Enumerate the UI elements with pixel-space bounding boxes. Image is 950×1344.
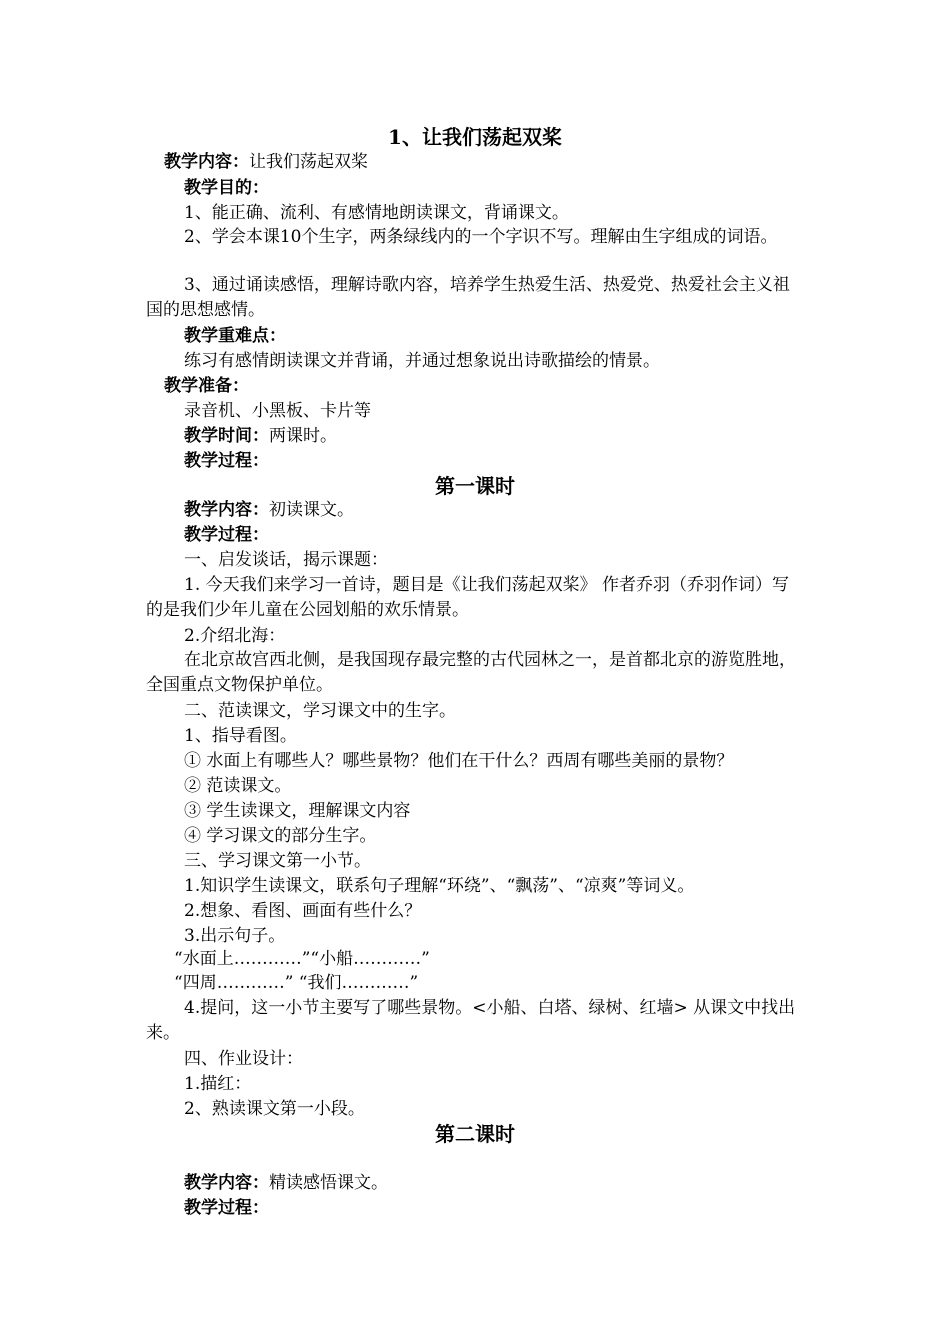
teaching-content-label: 教学内容： (164, 152, 249, 172)
document-title: 1、让我们荡起双桨 (388, 125, 562, 149)
lesson-1-content-label: 教学内容： (184, 500, 269, 520)
lesson-1-process-label: 教学过程： (184, 525, 269, 545)
teaching-content-value: 让我们荡起双桨 (249, 152, 368, 172)
teaching-time-line (0, 425, 950, 447)
lesson-1-content-line (0, 499, 950, 521)
lesson-2-process-label: 教学过程： (184, 1198, 269, 1218)
section-2-heading: 二、范读课文，学习课文中的生字。 (184, 701, 456, 721)
goal-2: 2、学会本课10个生字，两条绿线内的一个字识不写。理解由生字组成的词语。 (184, 227, 778, 247)
section-1-item-2: 2.介绍北海： (184, 626, 286, 646)
section-2-sub-a: ① 水面上有哪些人？哪些景物？他们在干什么？西周有哪些美丽的景物？ (184, 751, 734, 771)
goal-3: 3、通过诵读感悟，理解诗歌内容，培养学生热爱生活、热爱党、热爱社会主义祖国的思想感情。 (146, 275, 790, 320)
section-1-item-1: 1. 今天我们来学习一首诗，题目是《让我们荡起双桨》 作者乔羽（乔羽作词）写的是我们少年儿童在公园划船的欢乐情景。 (146, 575, 790, 620)
teaching-time-label: 教学时间： (184, 426, 269, 446)
teaching-process-label: 教学过程： (184, 451, 269, 471)
sentence-prompt-2: “四周…………” “我们…………” (174, 973, 419, 993)
section-2-sub-d: ④ 学习课文的部分生字。 (184, 826, 377, 846)
teaching-time-value: 两课时。 (269, 426, 337, 446)
beihai-description: 在北京故宫西北侧，是我国现存最完整的古代园林之一，是首都北京的游览胜地，全国重点文物保护单位。 (146, 650, 796, 695)
section-1-heading: 一、启发谈话，揭示课题： (184, 550, 388, 570)
lesson-2-content-line (0, 1172, 950, 1194)
section-3-item-1: 1.知识学生读课文，联系句子理解“环绕”、“飘荡”、“凉爽”等词义。 (184, 876, 695, 896)
section-2-item-1: 1、指导看图。 (184, 726, 297, 746)
teaching-content-line (0, 151, 950, 173)
lesson-2-content-label: 教学内容： (184, 1173, 269, 1193)
section-2-sub-c: ③ 学生读课文，理解课文内容 (184, 801, 411, 821)
key-points-value: 练习有感情朗读课文并背诵，并通过想象说出诗歌描绘的情景。 (184, 351, 660, 371)
sentence-prompt-1: “水面上…………”“小船…………” (174, 949, 430, 969)
goal-1: 1、能正确、流利、有感情地朗读课文，背诵课文。 (184, 203, 569, 223)
lesson-1-content-value: 初读课文。 (269, 500, 354, 520)
section-3-item-2: 2.想象、看图、画面有些什么？ (184, 901, 422, 921)
section-4-item-2: 2、熟读课文第一小段。 (184, 1099, 365, 1119)
section-4-item-1: 1.描红： (184, 1074, 252, 1094)
section-4-heading: 四、作业设计： (184, 1049, 303, 1069)
lesson-2-content-value: 精读感悟课文。 (269, 1173, 388, 1193)
preparation-value: 录音机、小黑板、卡片等 (184, 401, 371, 421)
key-points-label: 教学重难点： (184, 326, 286, 346)
preparation-label: 教学准备： (164, 376, 249, 396)
section-3-heading: 三、学习课文第一小节。 (184, 851, 371, 871)
lesson-1-heading: 第一课时 (435, 474, 515, 498)
section-3-item-4: 4.提问，这一小节主要写了哪些景物。<小船、白塔、绿树、红墙> 从课文中找出来。 (146, 998, 796, 1043)
section-2-sub-b: ② 范读课文。 (184, 776, 292, 796)
teaching-goals-label: 教学目的： (184, 178, 269, 198)
section-3-item-3: 3.出示句子。 (184, 926, 286, 946)
lesson-2-heading: 第二课时 (435, 1122, 515, 1146)
